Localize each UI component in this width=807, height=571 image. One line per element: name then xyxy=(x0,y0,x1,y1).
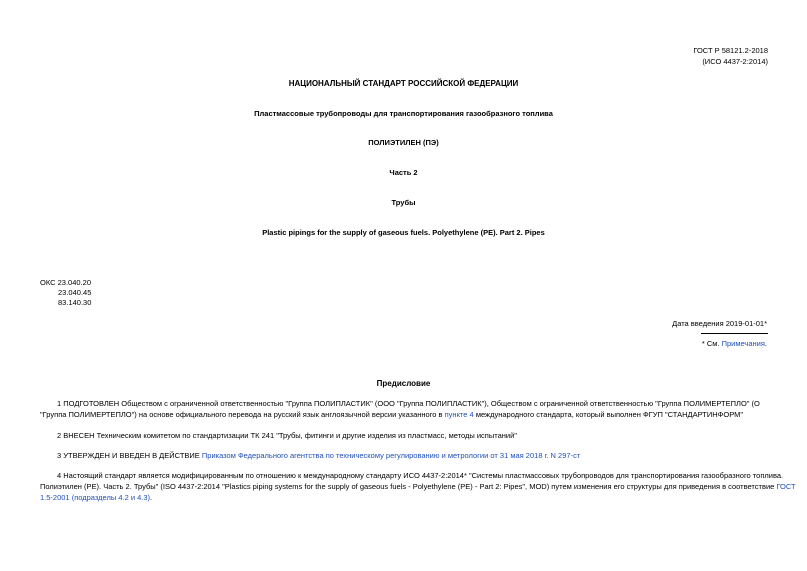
paragraph-line: 1 ПОДГОТОВЛЕН Обществом с ограниченной ответственностью "Группа ПОЛИПЛАСТИК" (ООО "Группа ПОЛИПЛАСТИК"), Обществом с ограниченной ответственностью "Группа ПОЛИМЕРТЕПЛО" (О xyxy=(57,399,760,408)
foreword-paragraph-3 xyxy=(57,450,768,461)
text-span: международного стандарта, который выполнен ФГУП "СТАНДАРТИНФОРМ" xyxy=(473,410,744,419)
foreword-heading: Предисловие xyxy=(376,379,431,388)
english-title: Plastic pipings for the supply of gaseous fuels. Polyethylene (PE). Part 2. Pipes xyxy=(262,228,545,237)
order-link[interactable]: Приказом Федерального агентства по техническому регулированию и метрологии от 31 мая 2018 г. N 297-ст xyxy=(201,451,581,460)
paragraph-line xyxy=(40,409,768,420)
material-title: ПОЛИЭТИЛЕН (ПЭ) xyxy=(368,138,439,147)
oks-code: 23.040.45 xyxy=(58,288,92,297)
document-subject: Пластмассовые трубопроводы для транспортирования газообразного топлива xyxy=(254,109,553,118)
standard-type-title: НАЦИОНАЛЬНЫЙ СТАНДАРТ РОССИЙСКОЙ ФЕДЕРАЦИИ xyxy=(288,79,519,88)
part-number: Часть 2 xyxy=(389,168,418,177)
paragraph-line: 4 Настоящий стандарт является модифицированным по отношению к международному стандарту ИСО 4437-2:2014* "Системы пластмассовых трубопроводов для транспортирования газообразного топлива. xyxy=(57,471,784,480)
oks-code: 83.140.30 xyxy=(58,298,92,307)
text-span: 3 УТВЕРЖДЕН И ВВЕДЕН В ДЕЙСТВИЕ xyxy=(57,451,202,460)
part-name: Трубы xyxy=(391,198,416,207)
doc-number: ГОСТ Р 58121.2-2018 xyxy=(693,46,768,55)
gost-link[interactable]: ГОСТ xyxy=(776,482,796,491)
iso-reference: (ИСО 4437-2:2014) xyxy=(702,57,768,66)
footnote-suffix: . xyxy=(764,339,767,348)
footnote-prefix: * См. xyxy=(701,339,720,348)
foreword-paragraph-4 xyxy=(40,470,796,503)
text-span: . xyxy=(150,493,153,502)
introduction-date: Дата введения 2019-01-01* xyxy=(672,319,767,328)
footnote-divider xyxy=(701,333,768,334)
paragraph-line xyxy=(40,492,768,503)
text-span: "Группа ПОЛИМЕРТЕПЛО") на основе официального перевода на русский язык англоязычной версии указанного в xyxy=(40,410,445,419)
clause-4-link[interactable]: пункте 4 xyxy=(444,410,474,419)
footnote xyxy=(702,339,767,349)
foreword-paragraph-1 xyxy=(40,398,768,420)
foreword-paragraph-2: 2 ВНЕСЕН Техническим комитетом по стандартизации ТК 241 "Трубы, фитинги и другие изделия из пластмасс, методы испытаний" xyxy=(57,431,517,440)
oks-label: ОКС 23.040.20 xyxy=(40,278,91,287)
notes-link[interactable]: Примечания xyxy=(721,339,765,348)
paragraph-line xyxy=(40,481,796,492)
gost-subsections-link[interactable]: 1.5-2001 (подразделы 4.2 и 4.3) xyxy=(40,493,151,502)
text-span: Полиэтилен (PE). Часть 2. Трубы" (ISO 4437-2:2014 "Plastics piping systems for the supply of gaseous fuels - Polyethylene (PE) - Part 2: Pipes", MOD) путем изменения его структуры для приведения в соответствие xyxy=(40,482,777,491)
